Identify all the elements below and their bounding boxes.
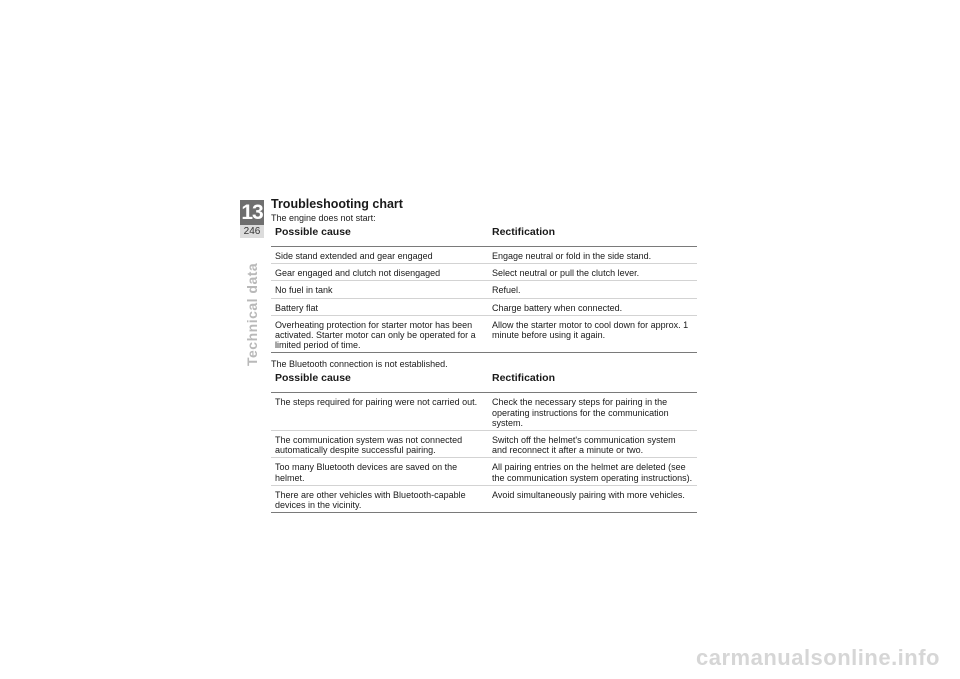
table-row (271, 485, 697, 512)
rectification-cell: Switch off the helmet's communication system and reconnect it after a minute or two. (488, 431, 697, 458)
table-header-row (271, 224, 697, 247)
section-heading: Troubleshooting chart (271, 197, 403, 211)
rectification-cell: All pairing entries on the helmet are deleted (see the communication system operating instructions). (488, 458, 697, 485)
rectification-cell: Charge battery when connected. (488, 298, 697, 315)
engine-intro: The engine does not start: (271, 213, 376, 223)
rectification-cell: Avoid simultaneously pairing with more vehicles. (488, 485, 697, 512)
cause-cell: The communication system was not connected automatically despite successful pairing. (271, 431, 488, 458)
column-header-rectification: Rectification (488, 224, 697, 247)
rectification-cell: Select neutral or pull the clutch lever. (488, 264, 697, 281)
table-row (271, 315, 697, 353)
cause-cell: No fuel in tank (271, 281, 488, 298)
table-row (271, 281, 697, 298)
column-header-rectification: Rectification (488, 370, 697, 393)
table-row (271, 247, 697, 264)
table-row (271, 298, 697, 315)
column-header-cause: Possible cause (271, 370, 488, 393)
chapter-tab (240, 200, 264, 238)
cause-cell: Gear engaged and clutch not disengaged (271, 264, 488, 281)
table-header-row (271, 370, 697, 393)
bluetooth-intro: The Bluetooth connection is not established. (271, 359, 448, 370)
cause-cell: Battery flat (271, 298, 488, 315)
table-row (271, 393, 697, 431)
chapter-number: 13 (241, 201, 263, 224)
cause-cell: The steps required for pairing were not carried out. (271, 393, 488, 431)
table-row (271, 431, 697, 458)
rectification-cell: Engage neutral or fold in the side stand. (488, 247, 697, 264)
bluetooth-troubleshooting-table (271, 370, 697, 513)
cause-cell: There are other vehicles with Bluetooth-capable devices in the vicinity. (271, 485, 488, 512)
page-number: 246 (240, 225, 264, 238)
column-header-cause: Possible cause (271, 224, 488, 247)
rectification-cell: Check the necessary steps for pairing in the operating instructions for the communication system. (488, 393, 697, 431)
table-row (271, 458, 697, 485)
page-content (271, 197, 697, 513)
cause-cell: Overheating protection for starter motor has been activated. Starter motor can only be operated for a limited period of time. (271, 315, 488, 353)
engine-troubleshooting-table (271, 224, 697, 353)
watermark: carmanualsonline.info (696, 645, 940, 670)
table-row (271, 264, 697, 281)
rectification-cell: Allow the starter motor to cool down for approx. 1 minute before using it again. (488, 315, 697, 353)
cause-cell: Side stand extended and gear engaged (271, 247, 488, 264)
cause-cell: Too many Bluetooth devices are saved on the helmet. (271, 458, 488, 485)
chapter-title: Technical data (244, 262, 260, 366)
rectification-cell: Refuel. (488, 281, 697, 298)
